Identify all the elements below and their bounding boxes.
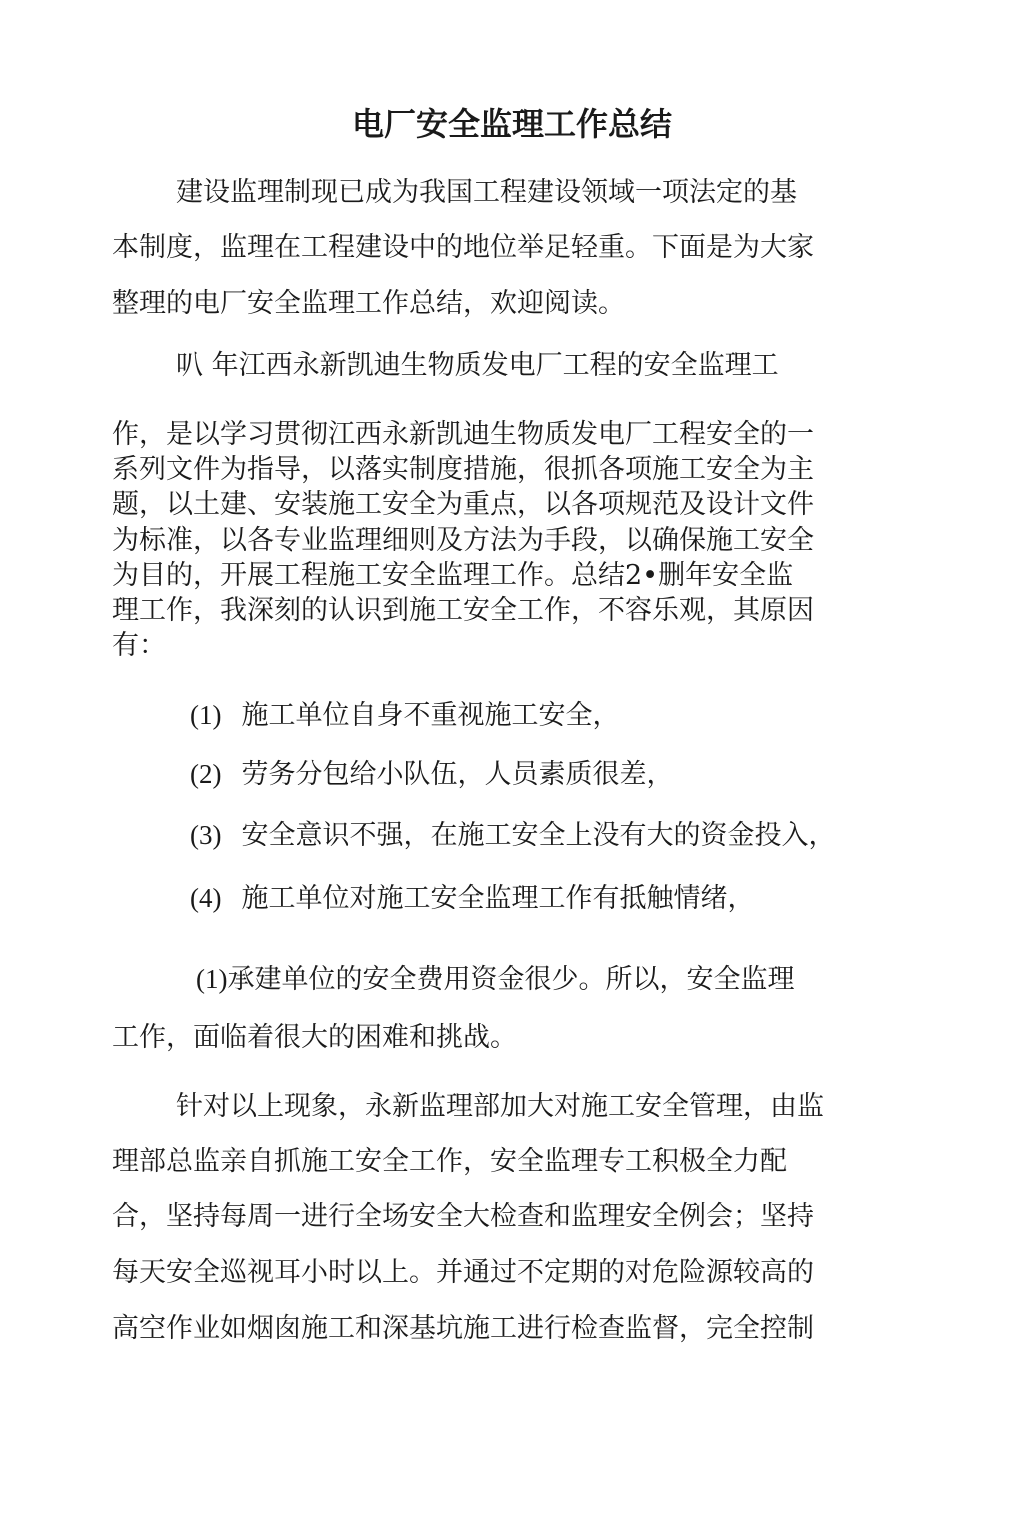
p2-line-5: 为目的，开展工程施工安全监理工作。总结2•删年安全监 xyxy=(112,560,794,591)
list-text: 劳务分包给小队伍，人员素质很差， xyxy=(241,759,674,790)
list-item xyxy=(190,818,835,853)
p2-line-3: 题，以土建、安装施工安全为重点，以各项规范及设计文件 xyxy=(112,489,814,520)
p4-line-3: 合，坚持每周一进行全场安全大检查和监理安全例会；坚持 xyxy=(112,1201,814,1232)
p2-line-1: 作，是以学习贯彻江西永新凯迪生物质发电厂工程安全的一 xyxy=(112,419,814,450)
list-number: (4) xyxy=(190,883,222,913)
p2-line-2: 系列文件为指导，以落实制度措施，很抓各项施工安全为主 xyxy=(112,454,814,485)
document-title: 电厂安全监理工作总结 xyxy=(351,105,672,143)
p4-line-2: 理部总监亲自抓施工安全工作，安全监理专工积极全力配 xyxy=(112,1146,787,1177)
list-item xyxy=(190,757,673,792)
p3-second-line: 工作，面临着很大的困难和挑战。 xyxy=(112,1022,517,1053)
list-number: (3) xyxy=(190,820,222,850)
p2-line-4: 为标准，以各专业监理细则及方法为手段，以确保施工安全 xyxy=(112,525,814,556)
list-number: (1) xyxy=(190,700,222,730)
p3-first-line xyxy=(196,962,794,997)
intro-line-2: 本制度，监理在工程建设中的地位举足轻重。下面是为大家 xyxy=(112,232,814,263)
list-text: 安全意识不强，在施工安全上没有大的资金投入， xyxy=(241,820,836,851)
list-item xyxy=(190,698,619,733)
p2-line-7: 有： xyxy=(112,630,166,661)
p4-line-4: 每天安全巡视耳小时以上。并通过不定期的对危险源较高的 xyxy=(112,1257,814,1288)
list-number: (2) xyxy=(190,759,222,789)
p3-text: 承建单位的安全费用资金很少。所以，安全监理 xyxy=(227,964,795,995)
p3-number: (1) xyxy=(196,964,228,994)
intro-line-3: 整理的电厂安全监理工作总结，欢迎阅读。 xyxy=(112,288,625,319)
list-item xyxy=(190,881,754,916)
p2-first-line: 叭 年江西永新凯迪生物质发电厂工程的安全监理工 xyxy=(176,350,779,381)
list-text: 施工单位对施工安全监理工作有抵触情绪， xyxy=(241,883,755,914)
p2-line-6: 理工作，我深刻的认识到施工安全工作，不容乐观，其原因 xyxy=(112,595,814,626)
p4-line-1: 针对以上现象，永新监理部加大对施工安全管理，由监 xyxy=(176,1091,824,1122)
list-text: 施工单位自身不重视施工安全， xyxy=(241,700,620,731)
p4-line-5: 高空作业如烟囱施工和深基坑施工进行检查监督，完全控制 xyxy=(112,1313,814,1344)
intro-line-1: 建设监理制现已成为我国工程建设领域一项法定的基 xyxy=(176,177,797,208)
